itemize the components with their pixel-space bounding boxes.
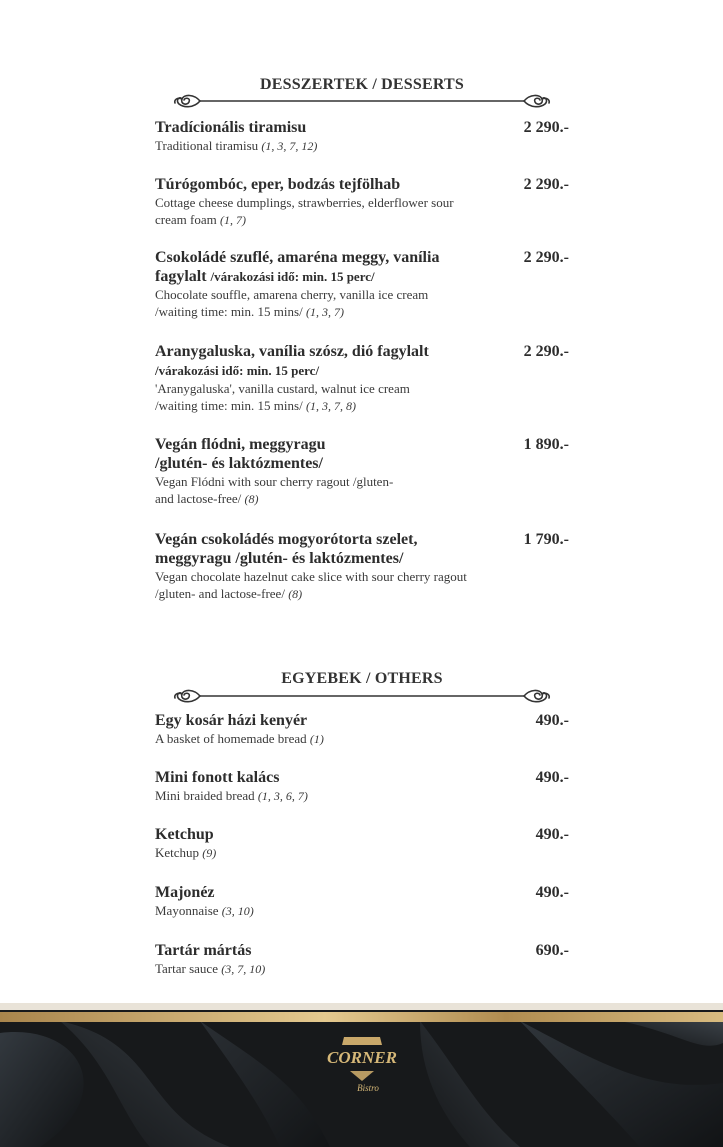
item-name: Ketchup	[155, 826, 214, 843]
item-name: Aranygaluska, vanília szósz, dió fagylalt /várakozási idő: min. 15 perc/	[155, 343, 429, 378]
item-description: 'Aranygaluska', vanilla custard, walnut ice cream /waiting time: min. 15 mins/ (1, 3, 7, 8)	[155, 381, 410, 413]
item-description: Mayonnaise (3, 10)	[155, 903, 254, 918]
allergen-codes: (1, 3, 7)	[305, 305, 344, 319]
item-name: Vegán flódni, meggyragu /glutén- és laktózmentes/	[155, 436, 326, 472]
menu-item	[155, 530, 569, 603]
gold-stripe	[0, 1012, 723, 1022]
footer-banner	[0, 1003, 723, 1147]
menu-item	[155, 175, 569, 229]
item-price: 2 290.-	[523, 343, 569, 360]
item-description: Ketchup (9)	[155, 845, 217, 860]
menu-item	[155, 825, 569, 862]
menu-item	[155, 883, 569, 920]
item-name: Vegán csokoládés mogyorótorta szelet, meggyragu /glutén- és laktózmentes/	[155, 531, 418, 567]
menu-item	[155, 342, 569, 415]
menu-item	[155, 118, 569, 155]
section-title-others: EGYEBEK / OTHERS	[281, 670, 443, 687]
item-name: Majonéz	[155, 884, 215, 901]
item-description: Traditional tiramisu (1, 3, 7, 12)	[155, 138, 318, 153]
menu-item	[155, 711, 569, 748]
item-name: Túrógombóc, eper, bodzás tejfölhab	[155, 176, 401, 193]
item-name: Egy kosár házi kenyér	[155, 712, 308, 729]
allergen-codes: (1, 3, 7, 12)	[261, 139, 318, 153]
item-name: Csokoládé szuflé, amaréna meggy, vanília fagylalt /várakozási idő: min. 15 perc/	[155, 249, 440, 285]
logo-subtitle: Bistro	[357, 1083, 379, 1093]
item-description: Cottage cheese dumplings, strawberries, elderflower sour cream foam (1, 7)	[155, 195, 454, 227]
ornament-divider-others	[172, 686, 552, 706]
menu-item	[155, 435, 569, 508]
menu-item	[155, 941, 569, 978]
item-price: 490.-	[535, 884, 569, 901]
section-title-desserts: DESSZERTEK / DESSERTS	[259, 76, 465, 93]
menu-item	[155, 248, 569, 321]
allergen-codes: (1, 3, 6, 7)	[257, 789, 308, 803]
allergen-codes: (1, 7)	[219, 213, 246, 227]
footer-top-band	[0, 1003, 723, 1010]
item-description: A basket of homemade bread (1)	[155, 731, 324, 746]
item-price: 690.-	[535, 942, 569, 959]
item-name: Tradícionális tiramisu	[155, 119, 307, 136]
menu-item	[155, 768, 569, 805]
item-price: 2 290.-	[523, 119, 569, 136]
item-price: 490.-	[535, 769, 569, 786]
item-note: /várakozási idő: min. 15 perc/	[155, 363, 320, 378]
item-description: Vegan Flódni with sour cherry ragout /gluten- and lactose-free/ (8)	[155, 474, 394, 506]
item-price: 490.-	[535, 826, 569, 843]
item-price: 2 290.-	[523, 249, 569, 266]
allergen-codes: (8)	[244, 492, 259, 506]
item-description: Vegan chocolate hazelnut cake slice with sour cherry ragout /gluten- and lactose-free/ (8)	[155, 569, 467, 601]
ornament-divider-desserts	[172, 91, 552, 111]
item-note: /várakozási idő: min. 15 perc/	[210, 269, 375, 284]
allergen-codes: (3, 10)	[221, 904, 254, 918]
allergen-codes: (1)	[309, 732, 324, 746]
item-name: Tartár mártás	[155, 942, 252, 959]
logo-wordmark: CORNER	[327, 1048, 397, 1067]
item-description: Tartar sauce (3, 7, 10)	[155, 961, 266, 976]
allergen-codes: (1, 3, 7, 8)	[305, 399, 356, 413]
item-description: Mini braided bread (1, 3, 6, 7)	[155, 788, 308, 803]
item-price: 2 290.-	[523, 176, 569, 193]
allergen-codes: (9)	[202, 846, 217, 860]
corner-bistro-logo	[322, 1033, 402, 1093]
item-price: 1 890.-	[523, 436, 569, 453]
item-price: 490.-	[535, 712, 569, 729]
allergen-codes: (3, 7, 10)	[221, 962, 266, 976]
allergen-codes: (8)	[288, 587, 303, 601]
item-description: Chocolate souffle, amarena cherry, vanilla ice cream /waiting time: min. 15 mins/ (1, 3, 7)	[155, 287, 429, 319]
item-name: Mini fonott kalács	[155, 769, 280, 786]
item-price: 1 790.-	[523, 531, 569, 548]
